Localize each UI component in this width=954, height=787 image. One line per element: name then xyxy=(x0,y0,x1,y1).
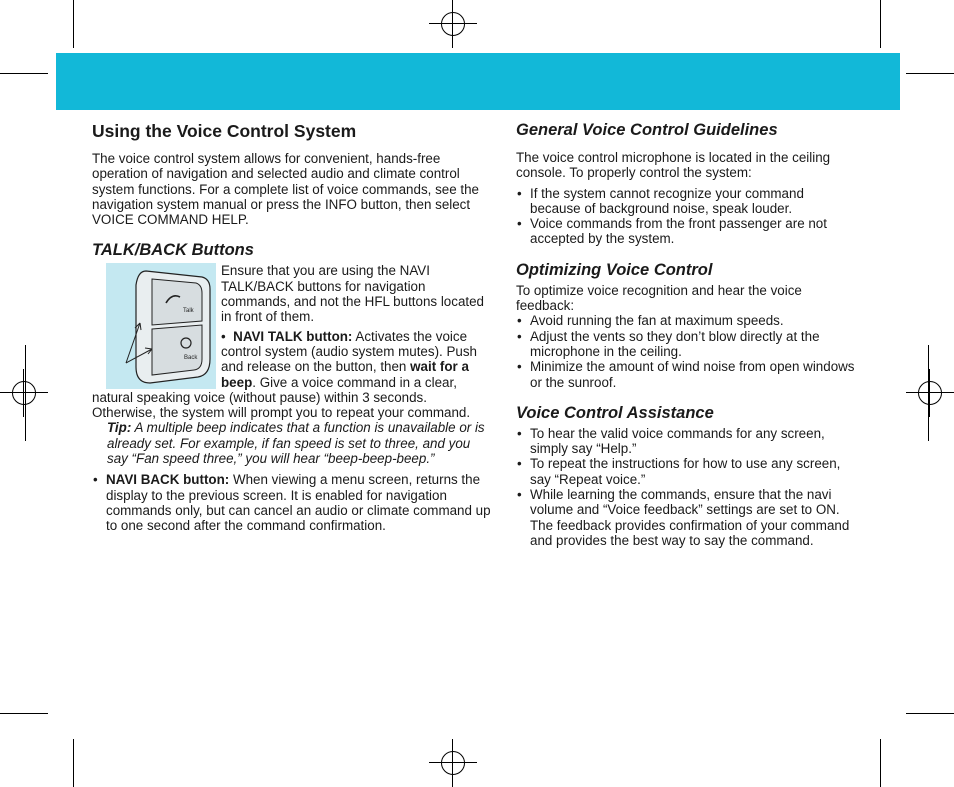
list-item xyxy=(516,186,858,217)
talkback-intro: Ensure that you are using the NAVI TALK/BACK buttons for navigation commands, and not the HFL buttons located in front of them. xyxy=(221,263,485,325)
bullet: • xyxy=(221,328,226,344)
crop-mark xyxy=(73,739,74,787)
crop-mark xyxy=(880,739,881,787)
general-intro: The voice control microphone is located in the ceiling console. To properly control the system: xyxy=(516,150,831,181)
optimizing-intro: To optimize voice recognition and hear the voice feedback: xyxy=(516,282,802,314)
list-item-text: Avoid running the fan at maximum speeds. xyxy=(530,313,784,329)
tip-label: Tip: xyxy=(107,420,132,436)
registration-mark-top xyxy=(429,0,477,48)
back-button-label: NAVI BACK button: xyxy=(106,472,230,488)
talk-button-text-cont: . Give a voice command in a clear, natural speaking voice (without pause) within 3 seconds. Otherwise, the system will prompt you to repeat your command. xyxy=(92,374,471,421)
list-item xyxy=(516,359,858,390)
list-item xyxy=(516,487,858,548)
crop-mark xyxy=(25,345,26,441)
bullet: • xyxy=(517,328,522,344)
back-button-text: When viewing a menu screen, returns the display to the previous screen. It is enabled for navigation commands only, but can cancel an audio or climate command up to one second after the command confirmation. xyxy=(106,472,491,534)
back-button-description xyxy=(92,472,492,533)
assistance-heading: Voice Control Assistance xyxy=(516,403,714,422)
list-item xyxy=(516,216,858,247)
section-title: Using the Voice Control System xyxy=(92,121,357,141)
list-item xyxy=(516,329,858,360)
header-band xyxy=(56,53,900,110)
crop-mark xyxy=(0,713,48,714)
tip-text: A multiple beep indicates that a function is unavailable or is already set. For example, if fan speed is set to three, and you say “Fan speed three,” you will hear “beep-beep-beep.” xyxy=(107,420,485,467)
intro-paragraph: The voice control system allows for convenient, hands-free operation of navigation and selected audio and climate control system functions. For a complete list of voice commands, see the navigation system manual or press the INFO button, then select VOICE COMMAND HELP. xyxy=(92,151,480,228)
list-item xyxy=(516,313,858,328)
bullet: • xyxy=(517,487,522,503)
steering-wheel-buttons-icon xyxy=(106,263,216,389)
bullet: • xyxy=(517,313,522,329)
talk-button-label: NAVI TALK button: xyxy=(233,328,353,344)
back-label: Back xyxy=(184,355,198,362)
list-item xyxy=(516,456,858,487)
crop-mark xyxy=(906,73,954,74)
list-item-text: To hear the valid voice commands for any screen, simply say “Help.” xyxy=(530,425,825,457)
registration-mark-left xyxy=(0,369,48,417)
tip-paragraph xyxy=(92,420,492,466)
list-item-text: Adjust the vents so they don’t blow directly at the microphone in the ceiling. xyxy=(530,328,820,359)
crop-mark xyxy=(906,713,954,714)
talkback-heading: TALK/BACK Buttons xyxy=(92,241,254,260)
list-item-text: Voice commands from the front passenger are not accepted by the system. xyxy=(530,216,827,247)
list-item xyxy=(516,426,858,457)
registration-mark-right xyxy=(906,369,954,417)
wait-for-beep: wait for a beep xyxy=(221,359,469,390)
crop-mark xyxy=(880,0,881,48)
bullet: • xyxy=(517,216,522,232)
talk-button-text: Activates the voice control system (audio system mutes). Push and release on the button, then xyxy=(221,328,477,375)
bullet: • xyxy=(93,472,98,488)
left-column xyxy=(92,121,492,534)
general-heading: General Voice Control Guidelines xyxy=(516,121,778,139)
crop-mark xyxy=(928,345,929,441)
bullet: • xyxy=(517,185,522,201)
list-item-text: If the system cannot recognize your command because of background noise, speak louder. xyxy=(530,185,804,216)
talk-back-buttons-illustration xyxy=(106,263,216,389)
crop-mark xyxy=(73,0,74,48)
bullet: • xyxy=(517,425,522,441)
bullet: • xyxy=(517,456,522,472)
crop-mark xyxy=(0,73,48,74)
right-column xyxy=(516,121,858,548)
registration-mark-bottom xyxy=(429,739,477,787)
list-item-text: While learning the commands, ensure that the navi volume and “Voice feedback” settings are set to ON. The feedback provides confirmation of your command and provides the best way to say the command. xyxy=(530,487,850,548)
talk-label: Talk xyxy=(183,308,194,315)
list-item-text: To repeat the instructions for how to use any screen, say “Repeat voice.” xyxy=(530,456,841,487)
list-item-text: Minimize the amount of wind noise from open windows or the sunroof. xyxy=(530,359,855,390)
optimizing-heading: Optimizing Voice Control xyxy=(516,260,713,279)
bullet: • xyxy=(517,359,522,375)
